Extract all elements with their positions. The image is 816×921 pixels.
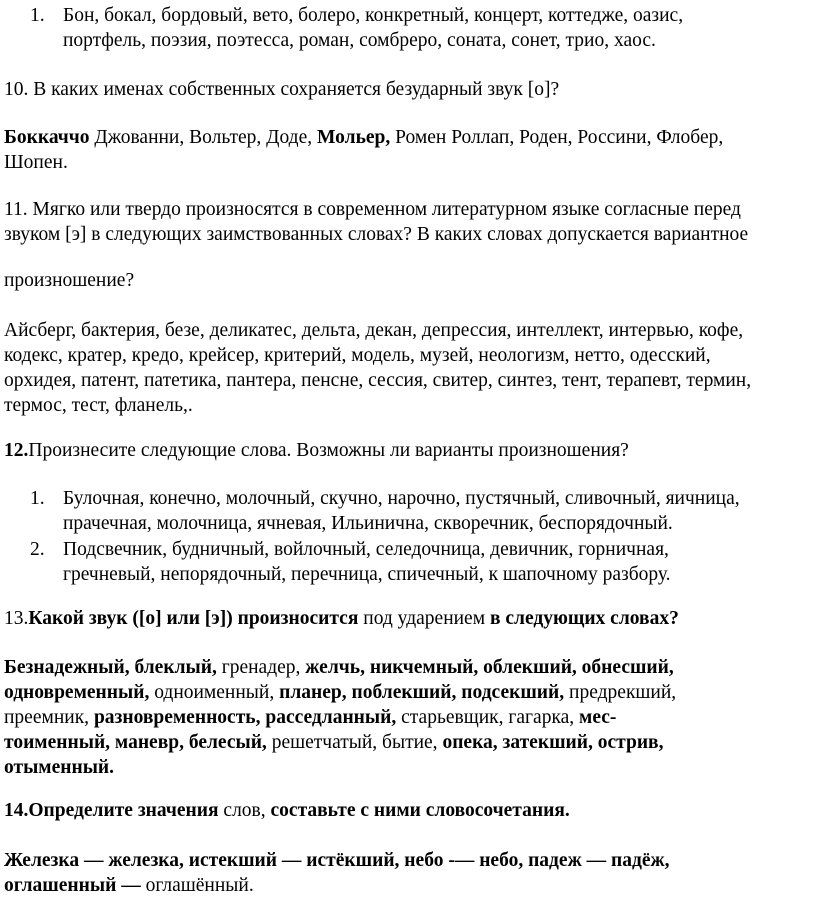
question-bold: составьте с ними словосочетания. <box>270 800 570 821</box>
question-12 <box>4 438 808 463</box>
list-line: прачечная, молочница, ячневая, Ильинична, скворечник, беспорядочный. <box>63 513 673 534</box>
answer-text: Ромен Роллап, Роден, Россини, Флобер, <box>390 127 724 148</box>
question-text: слов, <box>218 800 271 821</box>
question-11-words <box>4 318 808 418</box>
word-line: кодекс, кратер, кредо, крейсер, критерий, модель, музей, неологизм, нетто, одесский, <box>4 345 711 366</box>
word-line: орхидея, патент, патетика, пантера, пенсне, сессия, свитер, синтез, тент, терапевт, термин, <box>4 370 752 391</box>
list-number: 1. <box>30 5 45 26</box>
answer-bold: Мольер, <box>317 127 391 148</box>
answer-text: Шопен. <box>4 152 68 173</box>
word-line: термос, тест, фланель,. <box>4 395 193 416</box>
list-line: портфель, поэзия, поэтесса, роман, сомбреро, соната, сонет, трио, хаос. <box>63 30 656 51</box>
question-bold: Какой звук ([о] или [э]) произносится <box>28 608 359 629</box>
question-number: 13. <box>4 608 29 629</box>
question-14 <box>4 798 808 823</box>
question-12-text: Произнесите следующие слова. Возможны ли варианты произношения? <box>28 440 629 461</box>
question-10-text: 10. В каких именах собственных сохраняется безударный звук [о]? <box>4 79 560 100</box>
question-number: 12. <box>4 440 29 461</box>
question-13-words: Безнадежный, блеклый, гренадер, желчь, никчемный, облекший, обнесший, одновременный, одноименный, планер, поблекший, подсекший, предрекший, преемник, разновременность, расседланный, старьевщик, гагарка, мес- тоименный, маневр, белесый, решетчатый, бытие, опека, затекший, острив, отыменный. <box>4 657 677 778</box>
list-line: гречневый, непорядочный, перечница, спичечный, к шапочному разбору. <box>63 564 671 585</box>
list-line: Булочная, конечно, молочный, скучно, нарочно, пустячный, сливочный, яичница, <box>63 488 740 509</box>
question-11-line: звуком [э] в следующих заимствованных словах? В каких словах допускается вариантное <box>4 224 749 245</box>
question-bold: в следующих словах? <box>489 608 679 629</box>
question-text: под ударением <box>358 608 490 629</box>
question-11-line: 11. Мягко или твердо произносятся в современном литературном языке согласные перед <box>4 199 741 220</box>
list-line: Подсвечник, будничный, войлочный, селедочница, девичник, горничная, <box>63 539 669 560</box>
question-14-words: Железка — железка, истекший — истёкший, небо -— небо, падеж — падёж, оглашенный — оглашённый. <box>4 850 670 896</box>
list-number: 1. <box>30 488 45 509</box>
question-11 <box>4 197 808 247</box>
question-11-line: произношение? <box>4 270 135 291</box>
question-10-answer <box>4 125 808 175</box>
list-line: Бон, бокал, бордовый, вето, болеро, конкретный, концерт, коттедже, оазис, <box>63 5 684 26</box>
question-bold: 14.Определите значения <box>4 800 219 821</box>
answer-bold: Боккаччо <box>4 127 90 148</box>
list-number: 2. <box>30 539 45 560</box>
question-13 <box>4 606 808 631</box>
answer-text: Джованни, Вольтер, Доде, <box>89 127 317 148</box>
question-10 <box>4 77 808 102</box>
word-line: Айсберг, бактерия, безе, деликатес, дельта, декан, депрессия, интеллект, интервью, кофе, <box>4 320 744 341</box>
